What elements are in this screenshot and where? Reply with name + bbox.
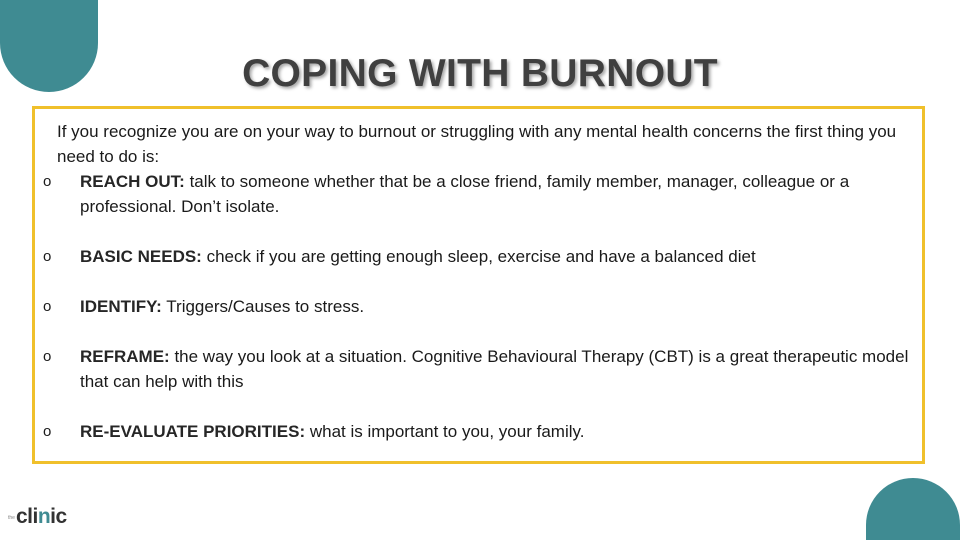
content-box — [32, 106, 925, 464]
item-label: REFRAME: — [80, 347, 170, 366]
slide-title: COPING WITH BURNOUT — [242, 52, 718, 95]
bullet-icon: o — [43, 248, 52, 265]
item-text: what is important to you, your family. — [305, 422, 585, 441]
logo-part-1: cli — [15, 505, 38, 528]
item-text: the way you look at a situation. Cognitive Behavioural Therapy (CBT) is a great therapeutic model that can help with this — [80, 347, 909, 391]
logo-part-3: ic — [50, 505, 67, 528]
list-item-basic-needs — [35, 244, 915, 269]
bullet-icon: o — [43, 173, 52, 190]
list-item-reframe — [35, 344, 915, 394]
logo-part-2: n — [37, 505, 51, 528]
list-item-re-evaluate-priorities — [35, 419, 915, 444]
bullet-icon: o — [43, 348, 52, 365]
list-item-reach-out — [35, 169, 915, 219]
clinic-logo — [8, 503, 67, 531]
item-label: IDENTIFY: — [80, 297, 162, 316]
list-item-identify — [35, 294, 915, 319]
item-label: RE-EVALUATE PRIORITIES: — [80, 422, 306, 441]
logo-wordmark — [16, 505, 67, 529]
bullet-icon: o — [43, 298, 52, 315]
item-text: talk to someone whether that be a close friend, family member, manager, colleague or a professional. Don’t isolate. — [80, 172, 850, 216]
logo-prefix: the — [8, 515, 15, 521]
item-label: BASIC NEEDS: — [80, 247, 202, 266]
item-text: check if you are getting enough sleep, exercise and have a balanced diet — [201, 247, 756, 266]
item-label: REACH OUT: — [80, 172, 185, 191]
bullet-icon: o — [43, 423, 52, 440]
item-text: Triggers/Causes to stress. — [161, 297, 365, 316]
intro-text: If you recognize you are on your way to burnout or struggling with any mental health concerns the first thing you need to do is: — [57, 122, 897, 166]
decorative-corner-bottom-right — [866, 478, 960, 540]
coping-list — [35, 169, 915, 469]
